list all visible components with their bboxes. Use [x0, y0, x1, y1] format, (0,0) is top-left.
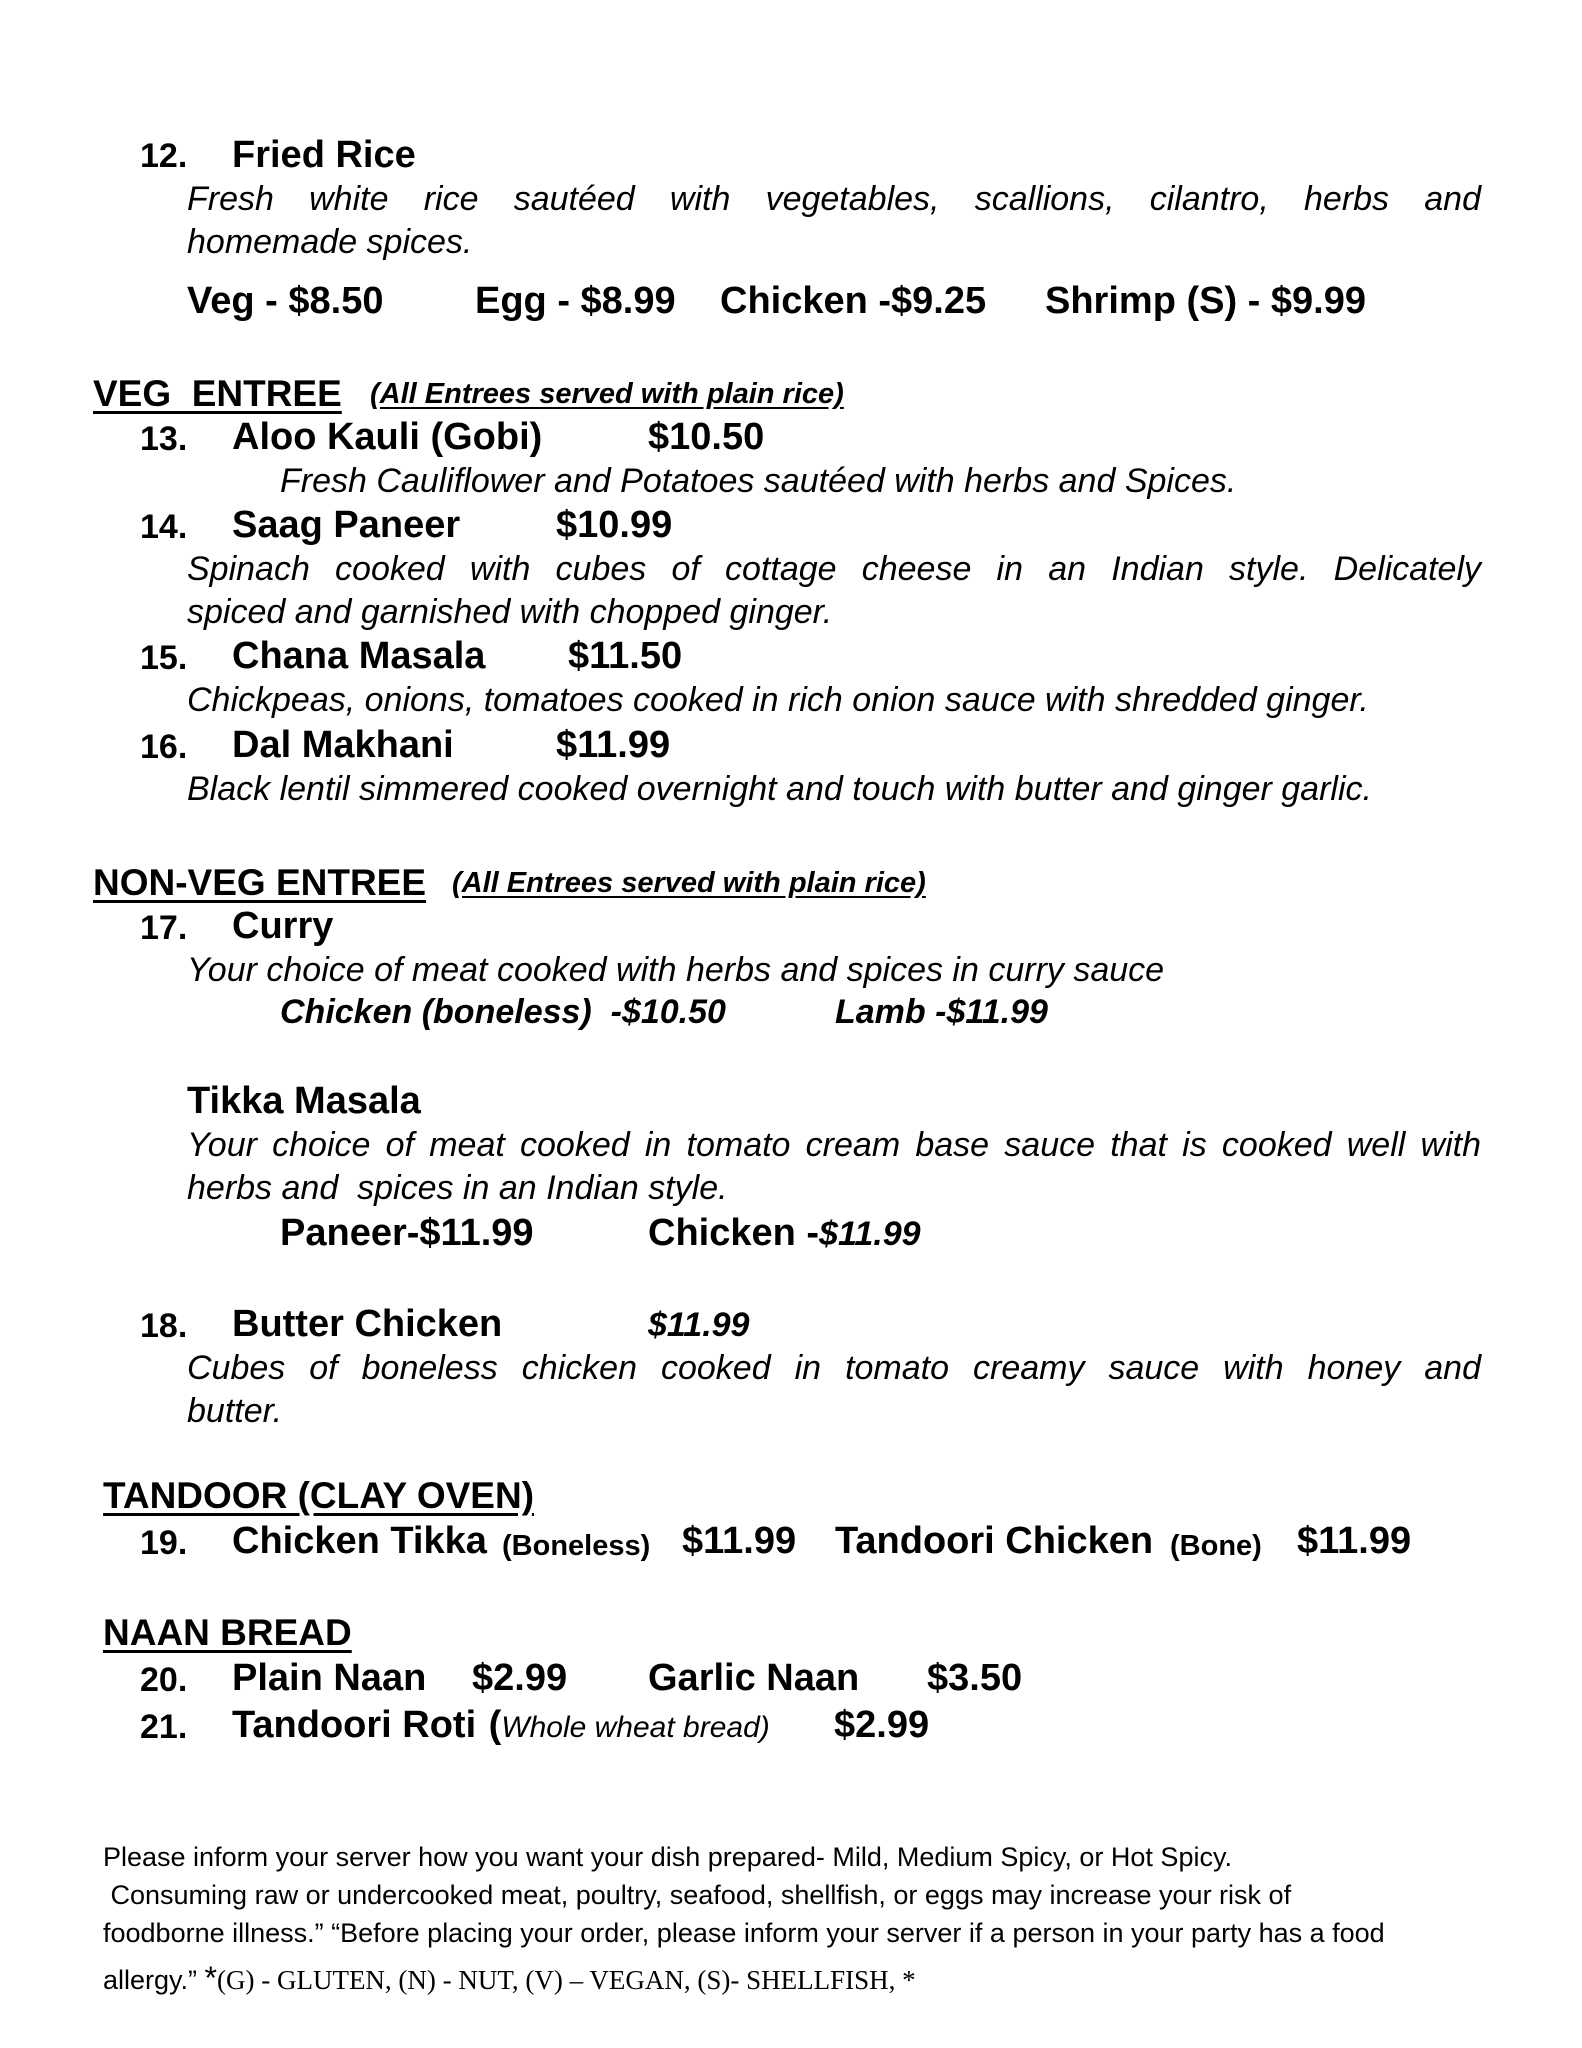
- item-description: Spinach cooked with cubes of cottage cheese in an Indian style. Delicately: [187, 550, 1481, 588]
- item-description: Your choice of meat cooked in tomato cream base sauce that is cooked well with: [187, 1126, 1481, 1164]
- item-name: Tikka Masala: [187, 1080, 421, 1122]
- allergen-legend: [103, 1960, 916, 1997]
- section-heading-veg: VEG ENTREE: [93, 373, 342, 414]
- option-label: Chicken -: [648, 1212, 820, 1254]
- roti-line: [232, 1704, 770, 1747]
- price-option: Lamb -$11.99: [835, 993, 1048, 1031]
- item-price: $10.50: [648, 416, 765, 458]
- footer-line: Please inform your server how you want your dish prepared- Mild, Medium Spicy, or Hot Spicy.: [103, 1842, 1232, 1872]
- item-name: Tandoori Roti: [232, 1704, 477, 1746]
- item-number: 20.: [140, 1661, 188, 1699]
- open-paren: (: [488, 1704, 502, 1746]
- item-price: $11.99: [648, 1306, 750, 1344]
- item-number: 12.: [140, 137, 188, 175]
- item-name: Saag Paneer: [232, 504, 461, 546]
- item-price: $11.99: [556, 724, 671, 766]
- item-number: 13.: [140, 420, 188, 458]
- price-option: Paneer-$11.99: [280, 1212, 534, 1254]
- item-note: Whole wheat bread): [501, 1711, 770, 1744]
- footer-line: foodborne illness.” “Before placing your order, please inform your server if a person in your party has a food: [103, 1918, 1385, 1948]
- price-option: [648, 1212, 921, 1255]
- price-option: Chicken (boneless) -$10.50: [280, 993, 726, 1031]
- item-price: $11.50: [568, 635, 683, 677]
- item-number: 18.: [140, 1307, 188, 1345]
- price-option: Shrimp (S) - $9.99: [1045, 280, 1366, 322]
- price-option: Chicken -$9.25: [720, 280, 987, 322]
- section-heading-naan: NAAN BREAD: [103, 1612, 352, 1653]
- item-price: $10.99: [556, 504, 673, 546]
- item-description: Fresh Cauliflower and Potatoes sautéed with herbs and Spices.: [280, 462, 1237, 500]
- item-number: 14.: [140, 508, 188, 546]
- item-description: Cubes of boneless chicken cooked in tomato creamy sauce with honey and: [187, 1349, 1481, 1387]
- allergen-codes: (G) - GLUTEN, (N) - NUT, (V) – VEGAN, (S)- SHELLFISH, *: [216, 1965, 916, 1995]
- item-number: 19.: [140, 1524, 188, 1562]
- item-number: 17.: [140, 909, 188, 947]
- item-description: homemade spices.: [187, 223, 473, 261]
- item-name: Chana Masala: [232, 635, 486, 677]
- item-name: Dal Makhani: [232, 724, 454, 766]
- price-option: Egg - $8.99: [475, 280, 676, 322]
- section-heading-nonveg: NON-VEG ENTREE: [93, 862, 427, 903]
- item-description: Chickpeas, onions, tomatoes cooked in rich onion sauce with shredded ginger.: [187, 681, 1369, 719]
- item-description: spiced and garnished with chopped ginger.: [187, 593, 833, 631]
- item-description: herbs and spices in an Indian style.: [187, 1169, 728, 1207]
- item-name: Plain Naan: [232, 1657, 427, 1699]
- item-price: $11.99: [1297, 1520, 1412, 1562]
- item-note: (Boneless): [502, 1530, 651, 1562]
- section-note: (All Entrees served with plain rice): [370, 378, 844, 410]
- section-heading-tandoor: TANDOOR (CLAY OVEN): [103, 1475, 535, 1516]
- item-number: 16.: [140, 728, 188, 766]
- item-note: (Bone): [1170, 1530, 1262, 1562]
- item-description: butter.: [187, 1392, 283, 1430]
- item-name: Butter Chicken: [232, 1303, 503, 1345]
- item-number: 15.: [140, 639, 188, 677]
- item-name: Curry: [232, 905, 334, 947]
- item-name: Aloo Kauli (Gobi): [232, 416, 543, 458]
- item-price: $2.99: [834, 1704, 930, 1746]
- item-name: Tandoori Chicken: [835, 1520, 1154, 1562]
- item-number: 21.: [140, 1708, 188, 1746]
- item-name: Chicken Tikka: [232, 1520, 487, 1562]
- item-price: $3.50: [927, 1657, 1023, 1699]
- asterisk: *: [204, 1960, 217, 1996]
- footer-line: Consuming raw or undercooked meat, poultry, seafood, shellfish, or eggs may increase your risk of: [103, 1880, 1292, 1910]
- item-description: Black lentil simmered cooked overnight and touch with butter and ginger garlic.: [187, 770, 1372, 808]
- item-description: Fresh white rice sautéed with vegetables, scallions, cilantro, herbs and: [187, 180, 1481, 218]
- section-note: (All Entrees served with plain rice): [452, 867, 926, 899]
- option-price: $11.99: [819, 1215, 921, 1253]
- item-price: $2.99: [472, 1657, 568, 1699]
- footer-text: allergy.”: [103, 1965, 205, 1995]
- item-description: Your choice of meat cooked with herbs and spices in curry sauce: [187, 951, 1165, 989]
- price-option: Veg - $8.50: [187, 280, 384, 322]
- item-price: $11.99: [682, 1520, 797, 1562]
- item-name: Garlic Naan: [648, 1657, 860, 1699]
- item-name: Fried Rice: [232, 134, 416, 176]
